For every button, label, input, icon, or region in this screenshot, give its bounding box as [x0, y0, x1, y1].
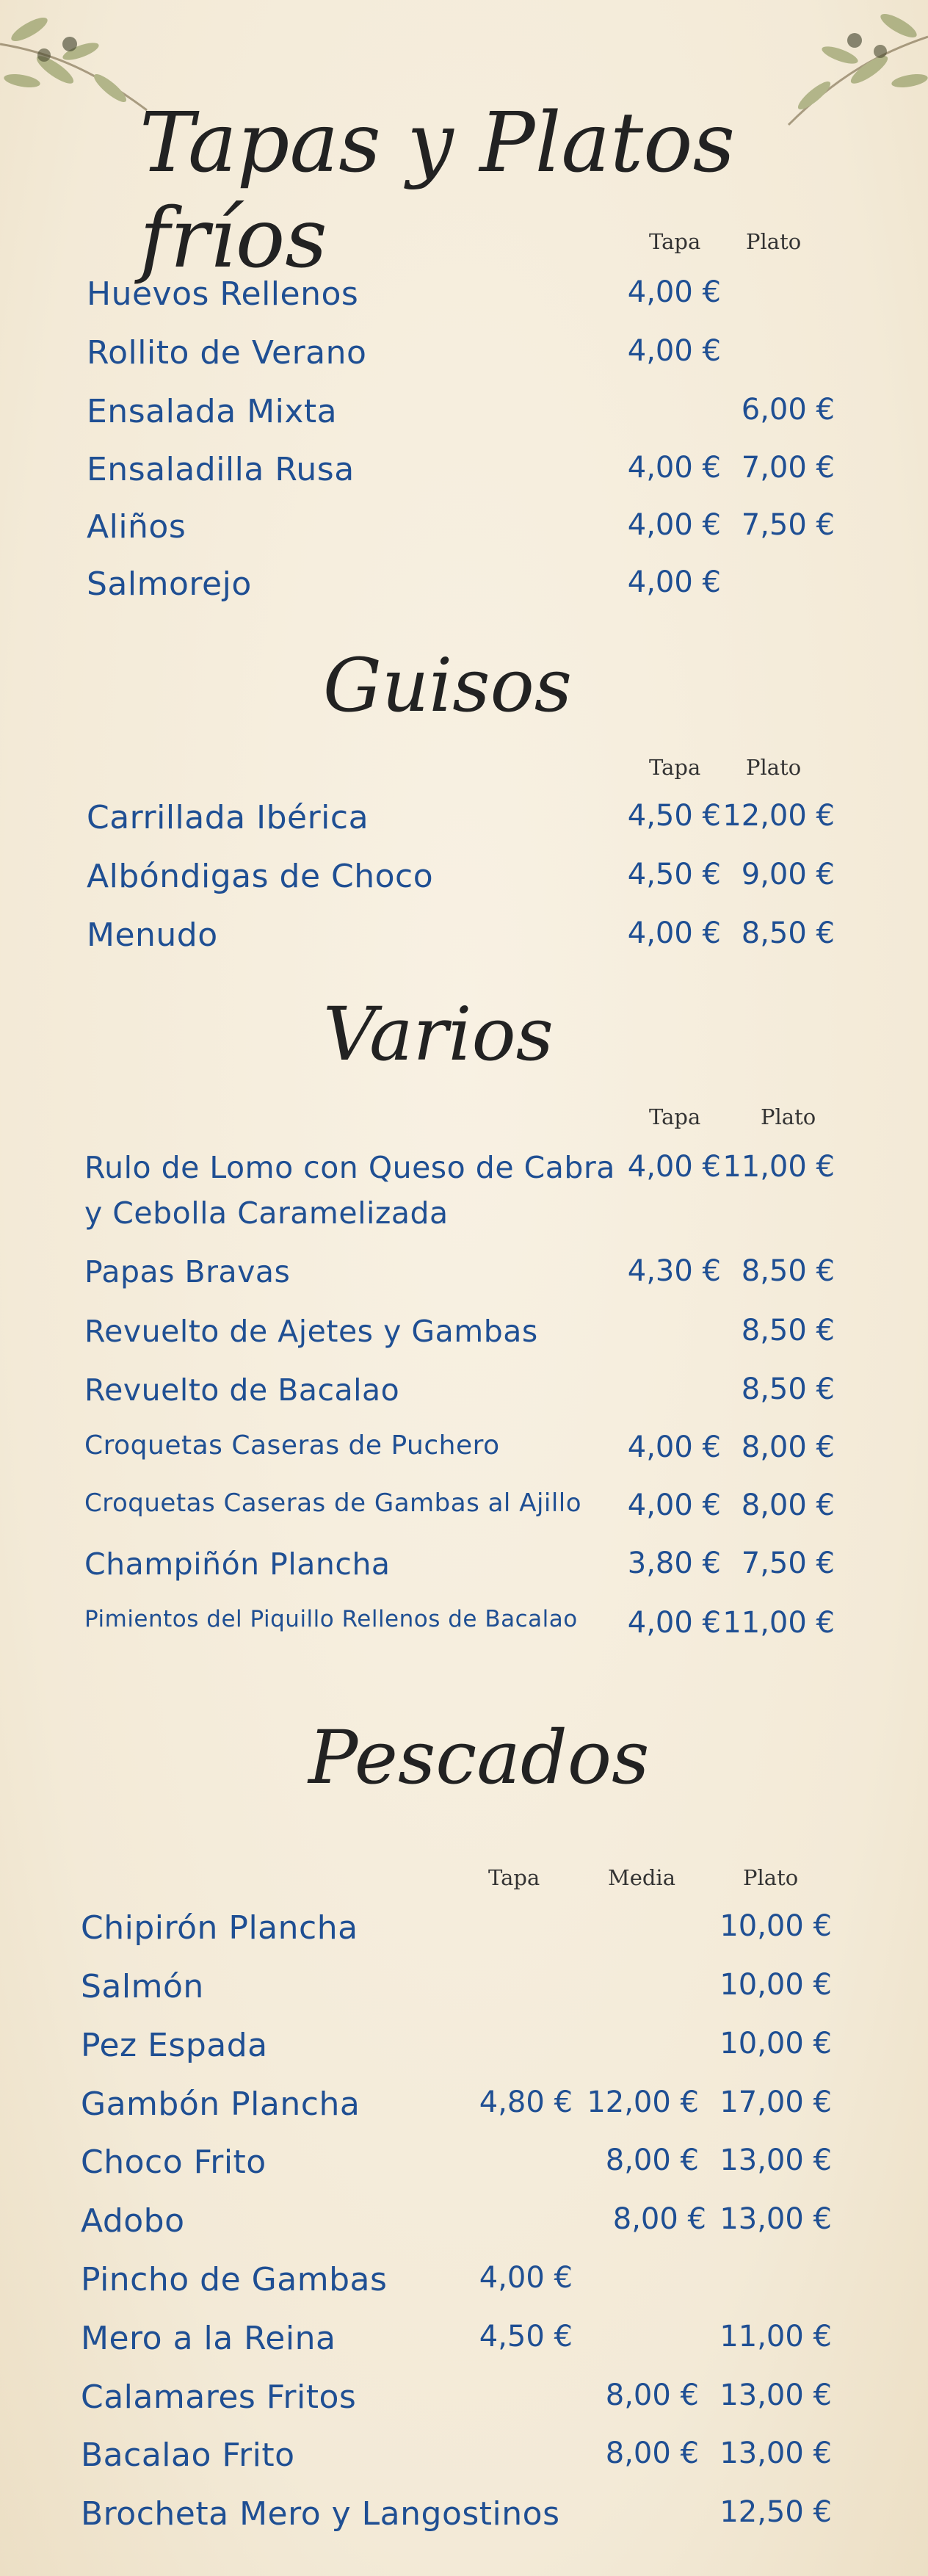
section-title-pescados: Pescados: [308, 1715, 650, 1801]
col-header-plato: Plato: [746, 229, 802, 254]
menu-page: Tapas y Platos fríos Tapa Plato Huevos Rellenos 4,00 € Rollito de Verano 4,00 € Ensalada Mixta 6,00 € Ensaladilla Rusa 4,00 € 7,00 € Aliños 4,00 € 7,50 € Salmorejo 4,00 € Guisos Tapa Plato Carrillada Ibérica 4,50 € 12,00 € Albóndigas de Choco 4,50 € 9,00 € Menudo 4,00 € 8,50 € Varios Tapa Plato Rulo de Lomo con Queso de Cabra 4,00 € 11,00 € y Cebolla Caramelizada Papas Bravas 4,30 € 8,50 € Revuelto de Ajetes y Gambas 8,50 € Revuelto de Bacalao 8,50 € Croquetas Caseras de Puchero 4,00 € 8,00 € Croquetas Caseras de Gambas al Ajillo 4,00 € 8,00 € Champiñón Plancha 3,80 € 7,50 € Pimientos del Piquillo Rellenos de Bacalao 4,00 € 11,00 € Pescados Tapa Media Plato Chipirón Plancha 10,00 € Salmón 10,00 € Pez Espada 10,00 € Gambón Plancha 4,80 € 12,00 € 17,00 € Choco Frito 8,00 € 13,00 € Adobo 8,00 € 13,00 € Pincho de Gambas 4,00 € Mero a la Reina 4,50 € 11,00 € Calamares Fritos 8,00 € 13,00 € Bacalao Frito 8,00 € 13,00 € Brocheta Mero y Langostinos 12,50 €: [0, 0, 928, 2576]
col-header-tapa: Tapa: [649, 755, 701, 780]
section-title-guisos: Guisos: [323, 643, 573, 728]
col-header-media: Media: [608, 1865, 675, 1890]
col-header-tapa: Tapa: [649, 229, 701, 254]
col-header-plato: Plato: [746, 755, 802, 780]
col-header-plato: Plato: [743, 1865, 799, 1890]
section-title-varios: Varios: [323, 991, 554, 1077]
col-header-plato: Plato: [761, 1104, 816, 1129]
col-header-tapa: Tapa: [488, 1865, 540, 1890]
section-title-tapas: Tapas y Platos fríos: [139, 95, 736, 286]
col-header-tapa: Tapa: [649, 1104, 701, 1129]
